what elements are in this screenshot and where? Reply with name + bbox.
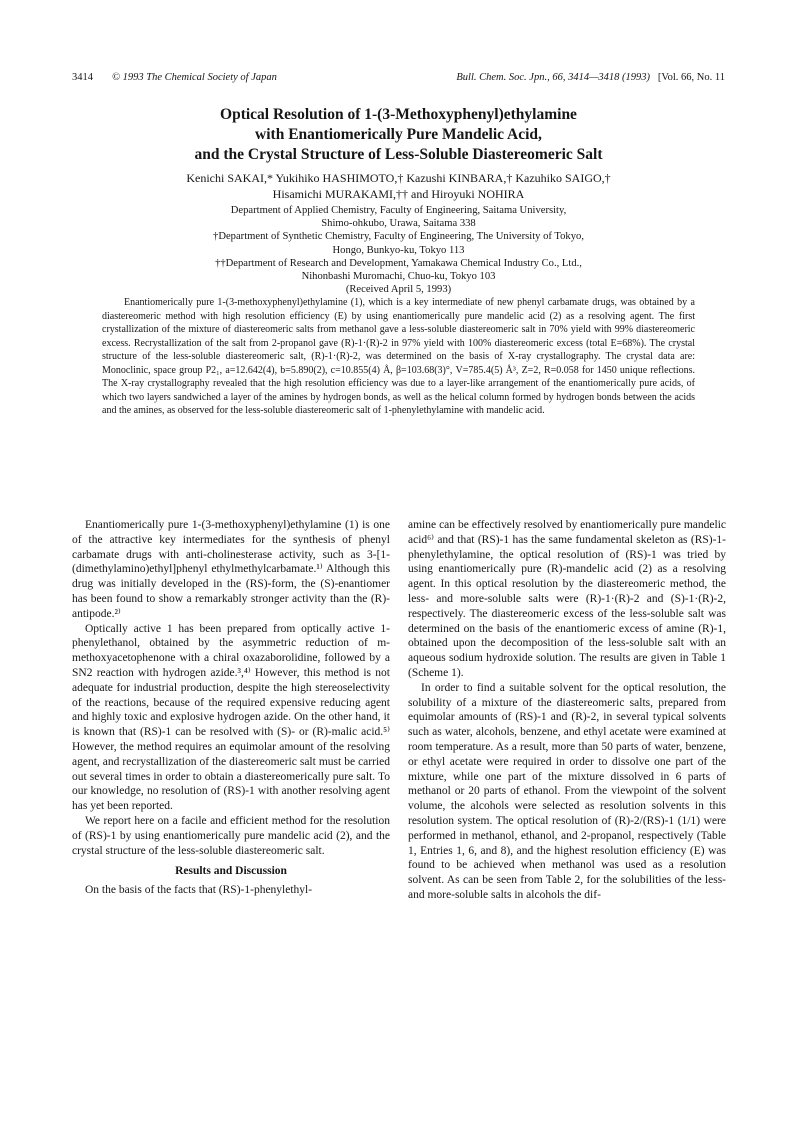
author-line: Kenichi SAKAI,* Yukihiko HASHIMOTO,† Kazushi KINBARA,† Kazuhiko SAIGO,† [186,171,611,185]
paragraph-intro: Enantiomerically pure 1-(3-methoxyphenyl)ethylamine (1) is one of the attractive key intermediates for the synthesis of phenyl carbamate drugs with anti-cholinesterase activity, such as 3-[1-(dimethylamino)ethyl]phenyl ethylmethylcarbamate.¹⁾ Although this drug was initially developed in the (RS)-form, the (S)-enantiomer has been found to show a remarkably stronger activity than the (R)-antipode.²⁾ [72,519,390,620]
affiliation-line: Department of Applied Chemistry, Faculty of Engineering, Saitama University, [230,205,567,216]
journal-ref: Bull. Chem. Soc. Jpn., 66, 3414—3418 (1993) [456,72,651,83]
affiliation-line: Nihonbashi Muromachi, Chuo-ku, Tokyo 103 [301,271,496,283]
received-date: (Received April 5, 1993) [345,284,452,296]
paragraph-solvent: In order to find a suitable solvent for the optical resolution, the solubility of a mixture of the diastereomeric salts, prepared from equimolar amounts of (RS)-1 and (R)-2, in several typical solvents such as water, alcohols, benzene, and ethyl acetate were examined at room temperature. As a result, more than 50 parts of water, benzene, or ethyl acetate were required in order to dissolve one part of the mixture, while one part of the mixture dissolved in 6 parts of methanol or 20 parts of ethanol. From the viewpoint of the solvent volume, the alcohols were selected as resolution solvents in this resolution system. The optical resolution of (R)-2/(RS)-1 (1/1) were performed in methanol, ethanol, and 2-propanol, respectively (Table 1, Entries 1, 6, and 8), and the highest resolution efficiency (E) was found to be achieved when methanol was used as a resolution solvent. As can be seen from Table 2, for the solubilities of the less- and more-soluble salts in alcohols the dif- [408,681,726,901]
affiliation-line: Shimo-ohkubo, Urawa, Saitama 338 [321,218,476,230]
title-line: with Enantiomerically Pure Mandelic Acid, [255,126,542,143]
paragraph-resolution: amine can be effectively resolved by enantiomerically pure mandelic acid⁶⁾ and that (RS)-1 has the same fundamental skeleton as (RS)-1-phenylethylamine, the optical resolution of (RS)-1 was tried by using enantiomerically pure (R)-mandelic acid (2) as a resolving agent. In this optical resolution by the diastereomeric method, the less- and more-soluble salts were (R)-1·(R)-2 and (S)-1·(R)-2, respectively. The diastereomeric excess of the less-soluble salt was determined on the basis of the enantiomeric excess of amine (R)-1, obtained upon the decomposition of the less-soluble salt with an aqueous sodium hydroxide solution. The results are given in Table 1 (Scheme 1). [408,519,726,679]
title-line: Optical Resolution of 1-(3-Methoxyphenyl)ethylamine [220,106,577,123]
affiliation-line: ††Department of Research and Development, Yamakawa Chemical Industry Co., Ltd., [215,257,582,269]
affiliations [72,204,725,296]
abstract: Enantiomerically pure 1-(3-methoxyphenyl)ethylamine (1), which is a key intermediate of new phenyl carbamate drugs, was obtained by a diastereomeric method with high resolution efficiency (E) by using enantiomerically pure mandelic acid (2) as a resolving agent. The first crystallization of the mixture of diastereomeric salts from methanol gave a less-soluble diastereomeric salt in 70% yield with 99% diastereomeric excess. Recrystallization of the salt from 2-propanol gave (R)-1·(R)-2 in 97% yield with 100% diastereomeric excess (total E=68%). The crystal structure of the less-soluble diastereomeric salt, (R)-1·(R)-2, was determined on the basis of X-ray crystallography. The crystal data are: Monoclinic, space group P2₁, a=12.642(4), b=5.890(2), c=10.855(4) Å, β=103.68(3)°, V=785.4(5) Å³, Z=2, R=0.058 for 1450 unique reflections. The X-ray crystallography revealed that the high resolution efficiency was due to a layer-like arrangement of the enantiomerically pure acids, of which two layers sandwiched a layer of the amines by hydrogen bonds, as well as the helical column formed by hydrogen bonds between the acids and the amines, as observed for the less-soluble diastereomeric salt of 1-phenylethylamine with mandelic acid. [102,297,695,416]
page-number: 3414 [72,72,93,83]
affiliation-line: Hongo, Bunkyo-ku, Tokyo 113 [332,244,465,256]
copyright-line: © 1993 The Chemical Society of Japan [112,72,277,83]
paragraph-report: We report here on a facile and efficient method for the resolution of (RS)-1 by using enantiomerically pure mandelic acid (2), and the crystal structure of the less-soluble diastereomeric salt. [72,814,390,857]
paragraph-prior-methods: Optically active 1 has been prepared from optically active 1-phenylethanol, obtained by the asymmetric reduction of m-methoxyacetophenone with a chiral oxazaborolidine, followed by a SN2 reaction with hydrogen azide.³,⁴⁾ However, this method is not adequate for industrial production, despite the high stereoselectivity of the reactions, because of the required expensive reducing agent and highly toxic and explosive hydrogen azide. On the other hand, it is known that (RS)-1 can be resolved with (S)- or (R)-malic acid.⁵⁾ However, the method requires an equimolar amount of the resolving agent, and recrystallization of the diastereomeric salt must be carried out several times in order to obtain a diastereomerically pure salt. To our knowledge, no resolution of (RS)-1 with another resolving agent has yet been reported. [72,622,390,813]
running-header [72,72,725,88]
affiliation-line: †Department of Synthetic Chemistry, Faculty of Engineering, The University of Tokyo, [213,231,584,243]
left-column [72,518,390,898]
right-column [408,518,726,903]
volume-info: [Vol. 66, No. 11 [657,72,725,83]
paragraph-results-start: On the basis of the facts that (RS)-1-phenylethyl- [85,884,313,897]
article-title [72,105,725,165]
journal-citation [456,72,725,83]
title-line: and the Crystal Structure of Less-Soluble Diastereomeric Salt [194,146,603,163]
author-list [72,171,725,202]
section-heading: Results and Discussion [175,865,287,878]
author-line: Hisamichi MURAKAMI,†† and Hiroyuki NOHIRA [272,186,525,201]
